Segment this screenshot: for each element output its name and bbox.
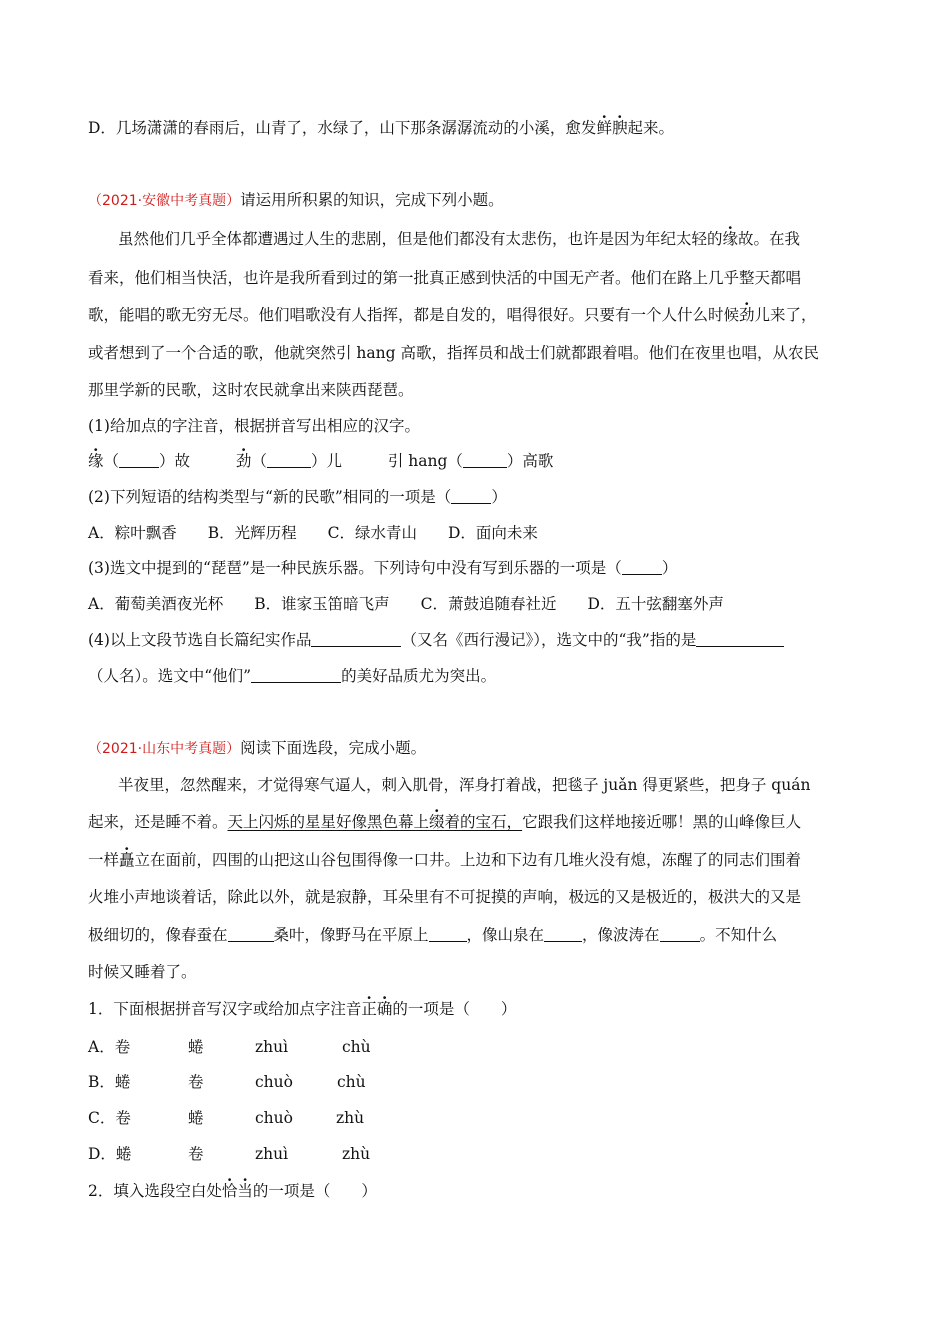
question-1 xyxy=(88,999,516,1019)
passage-text: 起来，还是睡不着。 xyxy=(88,813,228,831)
passage-text: 时候又睡着了。 xyxy=(88,963,197,981)
option-value: zhù xyxy=(342,1145,371,1163)
dotted-char: 缘 xyxy=(722,230,739,248)
item-text: ）儿 xyxy=(310,452,342,470)
answer-blank[interactable] xyxy=(251,667,341,683)
question-text: (2)下列短语的结构类型与“新的民歌”相同的一项是（ xyxy=(88,488,452,506)
passage-text: 一样 xyxy=(88,851,120,869)
passage-line xyxy=(118,775,810,795)
question-1-items xyxy=(88,451,553,471)
option-d-text: D．几场潇潇的春雨后，山青了，水绿了，山下那条潺潺流动的小溪，愈发 xyxy=(88,119,597,137)
item-text: ）高歌 xyxy=(506,452,554,470)
option-value: chù xyxy=(337,1073,366,1091)
question-text: （人名）。选文中“他们” xyxy=(88,667,252,685)
passage-text: 儿来了， xyxy=(754,306,817,324)
option-value: zhuì xyxy=(255,1145,289,1163)
answer-blank[interactable] xyxy=(429,926,467,942)
passage-text: 那里学新的民歌，这时农民就拿出来陕西琵琶。 xyxy=(88,381,414,399)
answer-blank[interactable] xyxy=(660,926,700,942)
option-row[interactable] xyxy=(88,1037,488,1057)
option-value: chuò xyxy=(255,1109,293,1127)
passage-text: 看来，他们相当快活，也许是我所看到过的第一批真正感到快活的中国无产者。他们在路上几乎整天都唱 xyxy=(88,269,802,287)
option-value: 蜷 xyxy=(188,1109,204,1127)
passage-text: 故。在我 xyxy=(738,230,801,248)
section-header-shandong xyxy=(88,738,426,759)
answer-blank[interactable] xyxy=(696,631,784,647)
dotted-char: 恰 xyxy=(221,1182,238,1200)
option-value: 卷 xyxy=(188,1073,204,1091)
question-text: 的美好品质尤为突出。 xyxy=(341,667,497,685)
question-4-cont xyxy=(88,666,496,686)
passage-text: 着的宝石， xyxy=(444,813,523,831)
question-text: (1)给加点的字注音，根据拼音写出相应的汉字。 xyxy=(88,417,420,435)
option-value: 卷 xyxy=(188,1145,204,1163)
item-text: ）故 xyxy=(159,452,191,470)
passage-text: ，像山泉在 xyxy=(466,926,545,944)
option-row[interactable] xyxy=(88,1072,488,1092)
item-text: 引 hang（ xyxy=(387,452,463,470)
answer-blank[interactable] xyxy=(463,452,507,468)
passage-line xyxy=(88,380,414,400)
passage-line xyxy=(88,962,197,982)
options-text: A．葡萄美酒夜光杯 B．谁家玉笛暗飞声 C．萧鼓追随春社近 D．五十弦翻塞外声 xyxy=(88,595,724,613)
options-text: A．粽叶飘香 B．光辉历程 C．绿水青山 D．面向未来 xyxy=(88,524,538,542)
question-4 xyxy=(88,630,784,650)
passage-text: 虽然他们几乎全体都遭遇过人生的悲剧，但是他们都没有太悲伤，也许是因为年纪太轻的 xyxy=(118,230,723,248)
passage-line xyxy=(88,305,817,325)
option-label: D．蜷 xyxy=(88,1145,132,1163)
answer-blank[interactable] xyxy=(267,452,311,468)
passage-line xyxy=(88,850,801,870)
question-text: 2．填入选段空白处 xyxy=(88,1182,222,1200)
option-label: B．蜷 xyxy=(88,1073,131,1091)
option-value: zhù xyxy=(336,1109,365,1127)
option-value: chù xyxy=(342,1038,371,1056)
passage-line xyxy=(88,812,801,832)
passage-text: 它跟我们这样地接近哪！黑的山峰像巨人 xyxy=(522,813,802,831)
answer-blank[interactable] xyxy=(119,452,159,468)
question-text: (4)以上文段节选自长篇纪实作品 xyxy=(88,631,312,649)
question-text: 的一项是（ ） xyxy=(252,1182,377,1200)
option-label: C．卷 xyxy=(88,1109,131,1127)
option-d-suffix: 起来。 xyxy=(627,119,674,137)
bracket: ） xyxy=(661,559,678,577)
passage-line xyxy=(88,925,777,945)
passage-text: 极细切的，像春蚕在 xyxy=(88,926,228,944)
answer-blank[interactable] xyxy=(228,926,274,942)
passage-text: 或者想到了一个合适的歌，他就突然引 hang 高歌，指挥员和战士们就都跟着唱。他们在夜里也唱，从农民 xyxy=(88,344,819,362)
question-3 xyxy=(88,558,677,578)
dotted-char: 当 xyxy=(237,1182,253,1200)
bracket: （ xyxy=(103,452,120,470)
dotted-char: 确 xyxy=(376,1000,393,1018)
passage-line xyxy=(88,268,801,288)
dotted-char: 矗 xyxy=(119,851,135,869)
answer-blank[interactable] xyxy=(622,559,662,575)
dotted-char: 劲 xyxy=(739,306,755,324)
question-1 xyxy=(88,416,420,436)
question-text: (3)选文中提到的“琵琶”是一种民族乐器。下列诗句中没有写到乐器的一项是（ xyxy=(88,559,622,577)
dotted-char: 劲 xyxy=(235,452,252,470)
question-3-options xyxy=(88,594,724,614)
dotted-char: 缘 xyxy=(88,452,104,470)
section-header-anhui xyxy=(88,190,504,211)
question-2 xyxy=(88,487,507,507)
option-value: chuò xyxy=(255,1073,293,1091)
question-text: （又名《西行漫记》），选文中的“我”指的是 xyxy=(401,631,697,649)
bracket: ） xyxy=(491,488,507,506)
section-instruction: 阅读下面选段，完成小题。 xyxy=(240,739,427,757)
underlined-sentence xyxy=(228,813,523,831)
dotted-char: 腴 xyxy=(611,119,628,137)
option-value: 蜷 xyxy=(188,1038,204,1056)
question-text: 的一项是（ ） xyxy=(392,1000,517,1018)
passage-line xyxy=(88,887,801,907)
option-value: zhuì xyxy=(255,1038,289,1056)
bracket: （ xyxy=(251,452,267,470)
option-row[interactable] xyxy=(88,1108,488,1128)
answer-blank[interactable] xyxy=(311,631,401,647)
answer-blank[interactable] xyxy=(451,488,491,504)
passage-text: 半夜里，忽然醒来，才觉得寒气逼人，刺入肌骨，浑身打着战，把毯子 juǎn 得更紧些，把身子 quán xyxy=(118,776,811,794)
question-2 xyxy=(88,1181,377,1201)
passage-text: 立在面前，四围的山把这山谷包围得像一口井。上边和下边有几堆火没有熄，冻醒了的同志们围着 xyxy=(134,851,802,869)
passage-text: 桑叶，像野马在平原上 xyxy=(273,926,429,944)
passage-line xyxy=(88,343,819,363)
question-option-d xyxy=(88,118,674,138)
dotted-char: 正 xyxy=(361,1000,377,1018)
passage-text: 歌，能唱的歌无穷无尽。他们唱歌没有人指挥，都是自发的，唱得很好。只要有一个人什么时候 xyxy=(88,306,740,324)
passage-text: 。不知什么 xyxy=(699,926,778,944)
option-label: A．卷 xyxy=(88,1038,131,1056)
answer-blank[interactable] xyxy=(544,926,582,942)
source-tag: （2021·安徽中考真题） xyxy=(88,193,241,209)
passage-text: ，像波涛在 xyxy=(582,926,660,944)
section-instruction: 请运用所积累的知识，完成下列小题。 xyxy=(240,191,504,209)
source-tag: （2021·山东中考真题） xyxy=(88,741,241,757)
passage-text: 天上闪烁的星星好像黑色幕上 xyxy=(227,813,430,831)
dotted-char: 鲜 xyxy=(596,119,612,137)
option-row[interactable] xyxy=(88,1144,488,1164)
passage-text: 火堆小声地谈着话，除此以外，就是寂静，耳朵里有不可捉摸的声响，极远的又是极近的，极洪大的又是 xyxy=(88,888,802,906)
passage-line xyxy=(118,229,800,249)
dotted-char: 缀 xyxy=(429,813,445,831)
question-text: 1．下面根据拼音写汉字或给加点字注音 xyxy=(88,1000,362,1018)
question-2-options xyxy=(88,523,538,543)
